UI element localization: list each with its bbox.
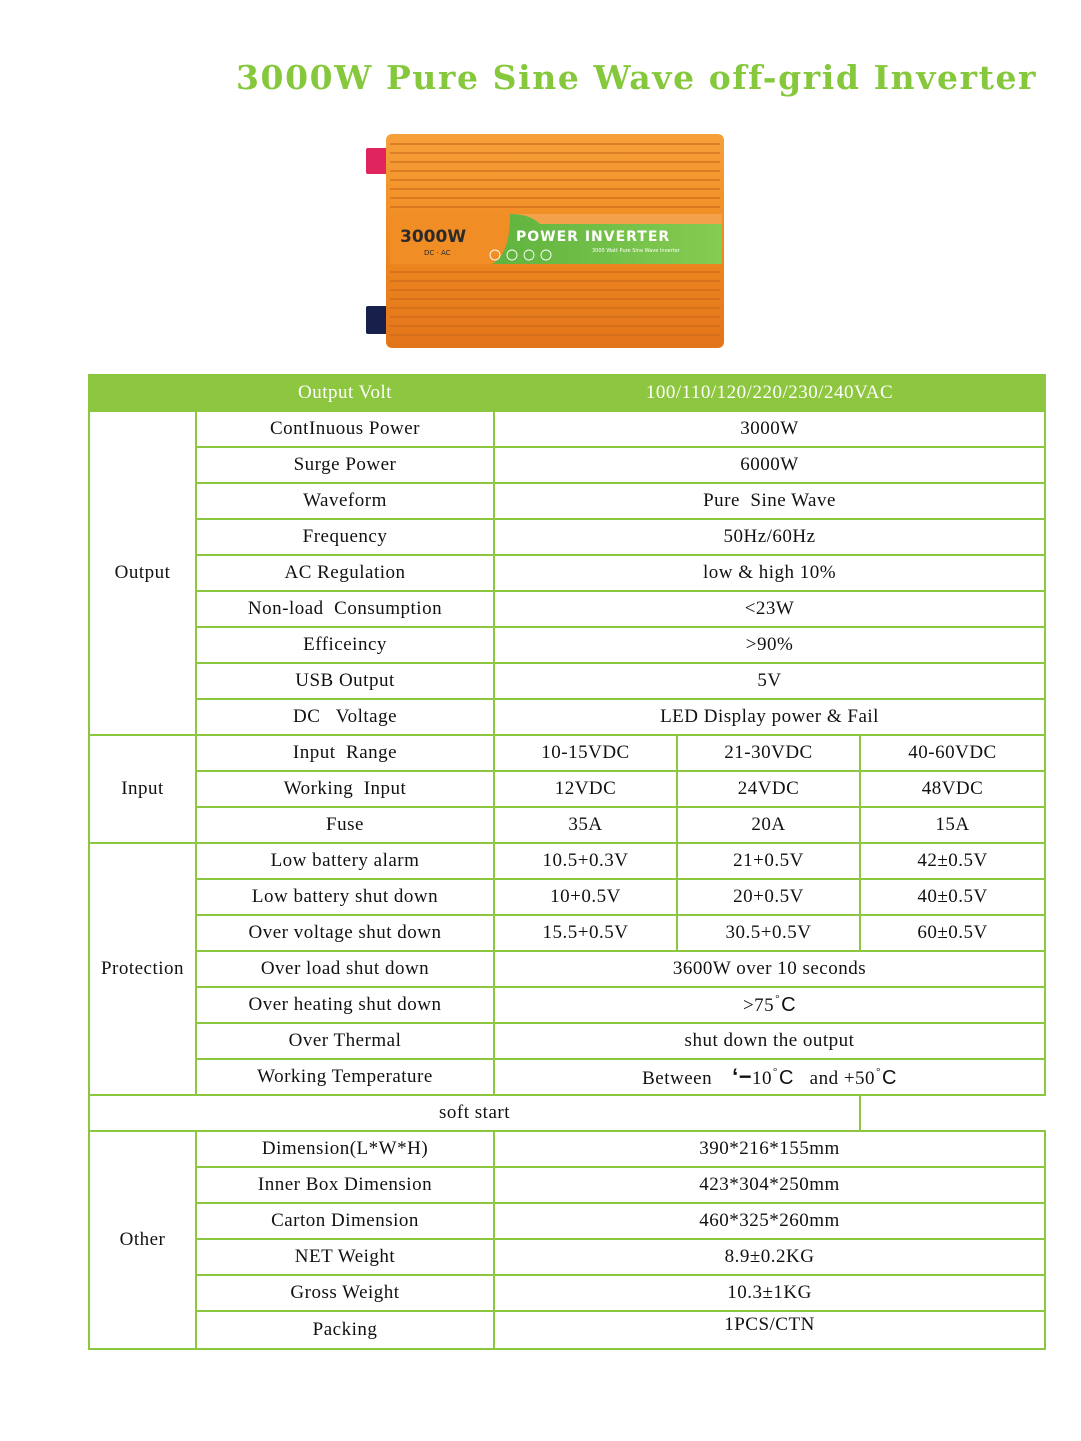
- table-row: [89, 627, 1045, 663]
- degree-icon: °: [876, 1066, 881, 1078]
- header-empty-cell: [89, 375, 196, 411]
- table-row: [89, 951, 1045, 987]
- group-label-input: Input: [89, 735, 196, 843]
- row-value-12v: 10.5+0.3V: [494, 843, 677, 879]
- row-value: LED Display power & Fail: [494, 699, 1045, 735]
- table-row: [89, 879, 1045, 915]
- table-row: [89, 411, 1045, 447]
- overheat-value: >75: [742, 995, 775, 1016]
- group-label-other: Other: [89, 1131, 196, 1349]
- row-label: DC Voltage: [196, 699, 494, 735]
- row-value-48v: 40-60VDC: [860, 735, 1045, 771]
- table-row: [89, 1131, 1045, 1167]
- row-value: 390*216*155mm: [494, 1131, 1045, 1167]
- between-text: Between: [642, 1068, 713, 1089]
- row-value: 6000W: [494, 447, 1045, 483]
- row-value-12v: 35A: [494, 807, 677, 843]
- soft-start-cell: soft start: [89, 1095, 860, 1131]
- row-value-24v: 21+0.5V: [677, 843, 860, 879]
- spec-table: [88, 374, 1046, 1350]
- row-label: Over heating shut down: [196, 987, 494, 1023]
- row-label: Non-load Consumption: [196, 591, 494, 627]
- row-label: Low battery alarm: [196, 843, 494, 879]
- table-row: [89, 447, 1045, 483]
- row-value-48v: 60±0.5V: [860, 915, 1045, 951]
- row-value-12v: 10+0.5V: [494, 879, 677, 915]
- row-label: AC Regulation: [196, 555, 494, 591]
- table-row: [89, 663, 1045, 699]
- row-value-24v: 30.5+0.5V: [677, 915, 860, 951]
- row-value: shut down the output: [494, 1023, 1045, 1059]
- row-value-24v: 21-30VDC: [677, 735, 860, 771]
- temp-high-unit: C: [881, 1067, 897, 1089]
- row-value: Pure Sine Wave: [494, 483, 1045, 519]
- row-value: [494, 1059, 1045, 1095]
- row-label: Packing: [196, 1311, 494, 1349]
- row-value-24v: 20A: [677, 807, 860, 843]
- row-label: Surge Power: [196, 447, 494, 483]
- row-value: 8.9±0.2KG: [494, 1239, 1045, 1275]
- table-row: [89, 807, 1045, 843]
- row-value-24v: 24VDC: [677, 771, 860, 807]
- table-row: [89, 1239, 1045, 1275]
- temp-low-value: 10: [752, 1068, 773, 1089]
- row-label: Working Temperature: [196, 1059, 494, 1095]
- label-title-text: POWER INVERTER: [516, 229, 671, 245]
- table-row: [89, 1095, 1045, 1131]
- row-value-48v: 48VDC: [860, 771, 1045, 807]
- table-row: [89, 483, 1045, 519]
- row-label: Inner Box Dimension: [196, 1167, 494, 1203]
- row-value: 5V: [494, 663, 1045, 699]
- row-label: Over load shut down: [196, 951, 494, 987]
- row-label: Input Range: [196, 735, 494, 771]
- table-row: [89, 1203, 1045, 1239]
- header-label: Output Volt: [196, 375, 494, 411]
- temp-high-value: and +50: [809, 1068, 876, 1089]
- row-value-12v: 10-15VDC: [494, 735, 677, 771]
- degree-icon: °: [773, 1066, 778, 1078]
- row-value: >90%: [494, 627, 1045, 663]
- row-value: 423*304*250mm: [494, 1167, 1045, 1203]
- inverter-product-image: [360, 128, 732, 356]
- row-value: low & high 10%: [494, 555, 1045, 591]
- minus-sign: ‘−: [732, 1064, 753, 1089]
- row-label: Fuse: [196, 807, 494, 843]
- table-row: [89, 519, 1045, 555]
- row-value: <23W: [494, 591, 1045, 627]
- badge-sub-text: DC · AC: [424, 249, 451, 257]
- row-label: Waveform: [196, 483, 494, 519]
- row-label: Over Thermal: [196, 1023, 494, 1059]
- row-label: Carton Dimension: [196, 1203, 494, 1239]
- group-label-protection: Protection: [89, 843, 196, 1095]
- row-label: Low battery shut down: [196, 879, 494, 915]
- row-label: Working Input: [196, 771, 494, 807]
- row-value: 1PCS/CTN: [494, 1311, 1045, 1349]
- table-row: [89, 987, 1045, 1023]
- table-row: [89, 1059, 1045, 1095]
- badge-power-text: 3000W: [400, 227, 467, 247]
- row-label: Gross Weight: [196, 1275, 494, 1311]
- table-row: [89, 699, 1045, 735]
- table-header-row: [89, 375, 1045, 411]
- table-row: [89, 1311, 1045, 1349]
- header-value: 100/110/120/220/230/240VAC: [494, 375, 1045, 411]
- row-label: NET Weight: [196, 1239, 494, 1275]
- temp-low-unit: C: [778, 1067, 794, 1089]
- row-label: USB Output: [196, 663, 494, 699]
- row-value-24v: 20+0.5V: [677, 879, 860, 915]
- row-value: [494, 987, 1045, 1023]
- row-value-48v: 40±0.5V: [860, 879, 1045, 915]
- row-value-48v: 42±0.5V: [860, 843, 1045, 879]
- row-label: Frequency: [196, 519, 494, 555]
- table-row: [89, 843, 1045, 879]
- row-value: 3600W over 10 seconds: [494, 951, 1045, 987]
- row-value: 460*325*260mm: [494, 1203, 1045, 1239]
- table-row: [89, 771, 1045, 807]
- table-row: [89, 555, 1045, 591]
- label-sub-text: 3000 Watt Pure Sine Wave Inverter: [592, 248, 680, 254]
- row-value: 50Hz/60Hz: [494, 519, 1045, 555]
- table-row: [89, 1167, 1045, 1203]
- row-label: Over voltage shut down: [196, 915, 494, 951]
- row-label: Efficeincy: [196, 627, 494, 663]
- table-row: [89, 735, 1045, 771]
- overheat-unit: C: [781, 994, 797, 1016]
- row-value: 10.3±1KG: [494, 1275, 1045, 1311]
- table-row: [89, 1275, 1045, 1311]
- group-label-output: Output: [89, 411, 196, 735]
- row-value-12v: 15.5+0.5V: [494, 915, 677, 951]
- table-row: [89, 1023, 1045, 1059]
- page-title: 3000W Pure Sine Wave off-grid Inverter: [236, 58, 1038, 97]
- table-row: [89, 915, 1045, 951]
- row-label: ContInuous Power: [196, 411, 494, 447]
- degree-icon: °: [775, 993, 781, 1005]
- row-label: Dimension(L*W*H): [196, 1131, 494, 1167]
- row-value-12v: 12VDC: [494, 771, 677, 807]
- table-row: [89, 591, 1045, 627]
- row-value: 3000W: [494, 411, 1045, 447]
- row-value-48v: 15A: [860, 807, 1045, 843]
